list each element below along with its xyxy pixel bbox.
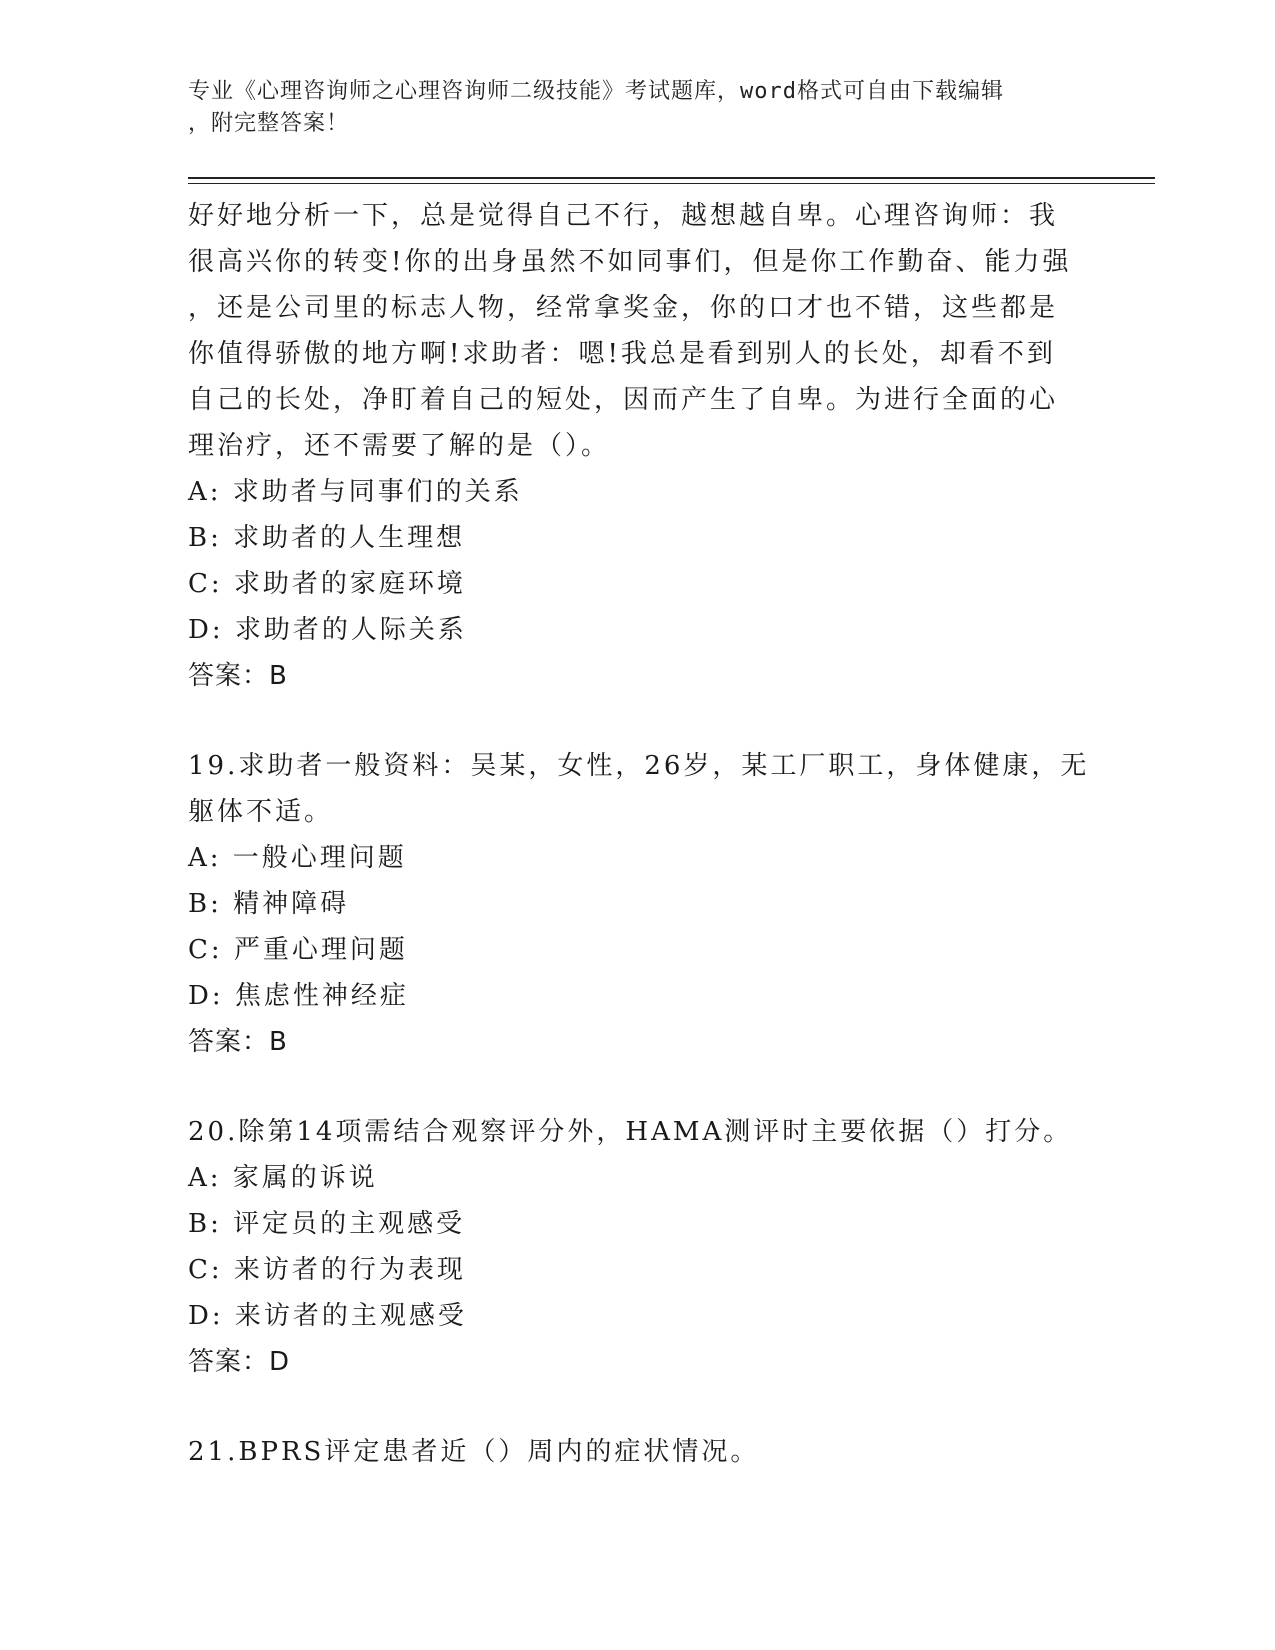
- question-stem-line: 自己的长处，净盯着自己的短处，因而产生了自卑。为进行全面的心: [188, 385, 1059, 415]
- question-stem-line: 21.BPRS评定患者近（）周内的症状情况。: [188, 1437, 760, 1467]
- question-stem-line: 你值得骄傲的地方啊!求助者：嗯!我总是看到别人的长处，却看不到: [188, 339, 1056, 369]
- question-stem-line: 理治疗，还不需要了解的是（）。: [188, 431, 611, 461]
- question-21: [188, 1429, 1088, 1475]
- header-line-2: ，附完整答案！: [188, 111, 350, 136]
- option-c: C: 严重心理问题: [188, 935, 408, 965]
- question-spacer: [188, 699, 1088, 743]
- option-b: B: 精神障碍: [188, 889, 350, 919]
- header-divider-thick: [188, 177, 1155, 179]
- question-18: [188, 193, 1088, 699]
- option-a: A: 一般心理问题: [188, 843, 407, 873]
- document-body: [188, 193, 1088, 1475]
- question-spacer: [188, 1385, 1088, 1429]
- answer-line: 答案：B: [188, 1027, 288, 1057]
- option-d: D: 焦虑性神经症: [188, 981, 409, 1011]
- option-b: B: 评定员的主观感受: [188, 1209, 466, 1239]
- question-stem-line: 很高兴你的转变!你的出身虽然不如同事们，但是你工作勤奋、能力强: [188, 247, 1072, 277]
- question-stem-line: 好好地分析一下，总是觉得自己不行，越想越自卑。心理咨询师：我: [188, 201, 1059, 231]
- question-stem-line: 躯体不适。: [188, 797, 334, 827]
- question-stem-line: 20.除第14项需结合观察评分外，HAMA测评时主要依据（）打分。: [188, 1117, 1073, 1147]
- option-a: A: 家属的诉说: [188, 1163, 378, 1193]
- answer-line: 答案：B: [188, 661, 288, 691]
- question-19: [188, 743, 1088, 1065]
- question-stem-line: 19.求助者一般资料：吴某，女性，26岁，某工厂职工，身体健康，无: [188, 751, 1090, 781]
- option-b: B: 求助者的人生理想: [188, 523, 466, 553]
- option-d: D: 来访者的主观感受: [188, 1301, 467, 1331]
- option-a: A: 求助者与同事们的关系: [188, 477, 523, 507]
- question-20: [188, 1109, 1088, 1385]
- option-c: C: 求助者的家庭环境: [188, 569, 466, 599]
- header-line-1: 专业《心理咨询师之心理咨询师二级技能》考试题库，word格式可自由下载编辑: [188, 79, 1004, 104]
- question-stem-line: ，还是公司里的标志人物，经常拿奖金，你的口才也不错，这些都是: [188, 293, 1059, 323]
- question-spacer: [188, 1065, 1088, 1109]
- option-c: C: 来访者的行为表现: [188, 1255, 466, 1285]
- header-divider-thin: [188, 183, 1155, 184]
- document-header: [188, 76, 1068, 140]
- option-d: D: 求助者的人际关系: [188, 615, 467, 645]
- answer-line: 答案：D: [188, 1347, 291, 1377]
